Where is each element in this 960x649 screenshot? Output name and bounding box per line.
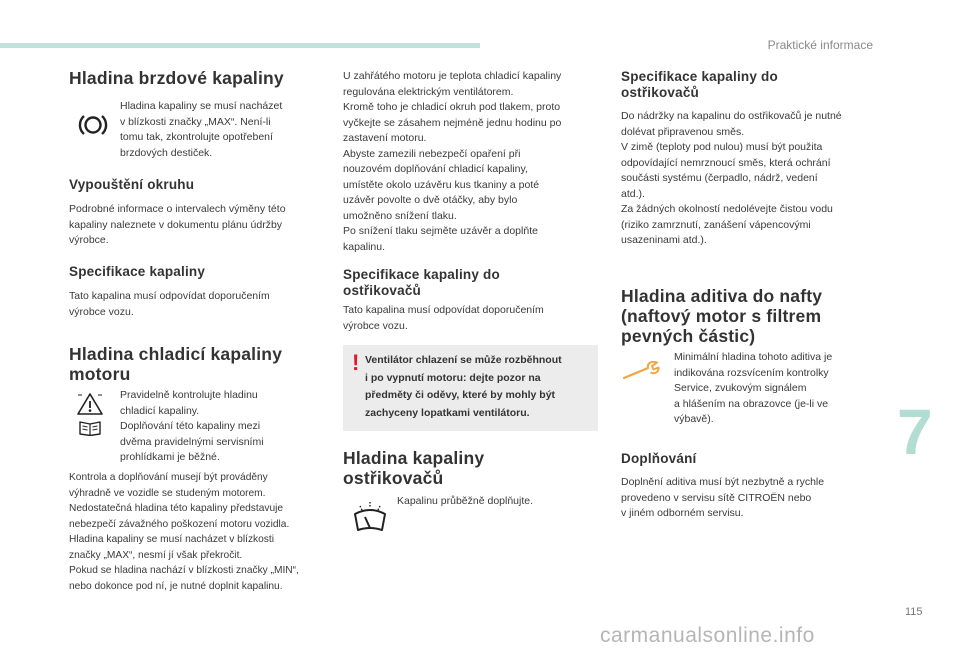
service-wrench-icon <box>622 361 662 381</box>
diesel-additive-heading: Hladina aditiva do nafty (naftový motor s filtrem pevných částic) <box>621 286 823 346</box>
brake-fluid-text: Hladina kapaliny se musí nacházet v blízkosti značky „MAX“. Není-li tomu tak, zkontrolujte opotřebení brzdových destiček. <box>120 100 283 159</box>
washer-fluid-text: Kapalinu průběžně doplňujte. <box>397 495 534 507</box>
washer-spec-details: Do nádržky na kapalinu do ostřikovačů je nutné dolévat připravenou směs. V zimě (teploty pod nulou) musí být použita odpovídající nemrznoucí směs, která ochrání součásti systému (čerpadlo, nádrž, vedení atd.). Za žádných okolností nedolévejte čistou vodu (riziko zamrznutí, zanášení vápencovými usazeninami atd.). <box>621 110 842 246</box>
washer-fluid-heading: Hladina kapaliny ostřikovačů <box>343 448 485 488</box>
washer-spec-heading: Specifikace kapaliny do ostřikovačů <box>343 267 500 298</box>
fan-warning-box <box>343 345 598 431</box>
coolant-instructions-text: Kontrola a doplňování musejí být prováděny výhradně ve vozidle se studeným motorem. Nedostatečná hladina této kapaliny představuje nebezpečí závažného poškození motoru vozidla. Hladina kapaliny se musí nacházet v blízkosti značky „MAX“, nesmí jí však překročit. Pokud se hladina nachází v blízkosti značky „MIN“, nebo dokonce pod ní, je nutné doplnit kapalinu. <box>69 472 299 592</box>
diesel-additive-text: Minimální hladina tohoto aditiva je indikována rozsvícením kontrolky Service, zvukovým signálem a hlášením na obrazovce (je-li ve výbavě). <box>674 351 833 425</box>
coolant-temperature-warning-icon <box>76 392 104 416</box>
fluid-spec-text: Tato kapalina musí odpovídat doporučením výrobce vozu. <box>69 290 270 318</box>
warning-exclamation-icon: ! <box>352 350 360 375</box>
header-accent-bar <box>0 43 480 48</box>
drain-heading: Vypouštění okruhu <box>69 177 195 192</box>
manual-book-icon <box>79 420 101 436</box>
coolant-check-text: Pravidelně kontrolujte hladinu chladicí kapaliny. Doplňování této kapaliny mezi dvěma pravidelnými servisními prohlídkami je běžné. <box>120 389 264 463</box>
refill-heading: Doplňování <box>621 451 697 466</box>
washer-spec-text: Tato kapalina musí odpovídat doporučením výrobce vozu. <box>343 304 544 332</box>
section-title: Praktické informace <box>767 38 873 52</box>
brake-fluid-heading: Hladina brzdové kapaliny <box>69 68 284 88</box>
washer-spec-heading-2: Specifikace kapaliny do ostřikovačů <box>621 69 778 100</box>
fan-warning-text: Ventilátor chlazení se může rozběhnout i po vypnutí motoru: dejte pozor na předměty či oděvy, které by mohly být zachyceny lopatkami ventilátoru. <box>365 354 562 419</box>
page-number: 115 <box>905 606 923 618</box>
coolant-heading: Hladina chladicí kapaliny motoru <box>69 344 283 384</box>
brake-warning-icon <box>78 113 108 137</box>
fluid-spec-heading: Specifikace kapaliny <box>69 264 206 279</box>
drain-text: Podrobné informace o intervalech výměny této kapaliny naleznete v dokumentu plánu údržby výrobce. <box>69 203 286 246</box>
hot-engine-text: U zahřátého motoru je teplota chladicí kapaliny regulována elektrickým ventilátorem. Kromě toho je chladicí okruh pod tlakem, proto vyčkejte se zásahem nejméně jednu hodinu po zastavení motoru. Abyste zamezili nebezpečí opaření při nouzovém doplňování chladicí kapaliny, umístěte okolo uzávěru kus tkaniny a poté uzávěr povolte o dvě otáčky, aby bylo umožněno snížení tlaku. Po snížení tlaku sejměte uzávěr a doplňte kapalinu. <box>343 70 562 253</box>
refill-text: Doplnění aditiva musí být nezbytně a rychle provedeno v servisu sítě CITROËN nebo v jiném odborném servisu. <box>621 476 825 519</box>
chapter-number: 7 <box>897 396 933 468</box>
watermark: carmanualsonline.info <box>600 624 815 647</box>
windscreen-washer-icon <box>352 500 388 534</box>
